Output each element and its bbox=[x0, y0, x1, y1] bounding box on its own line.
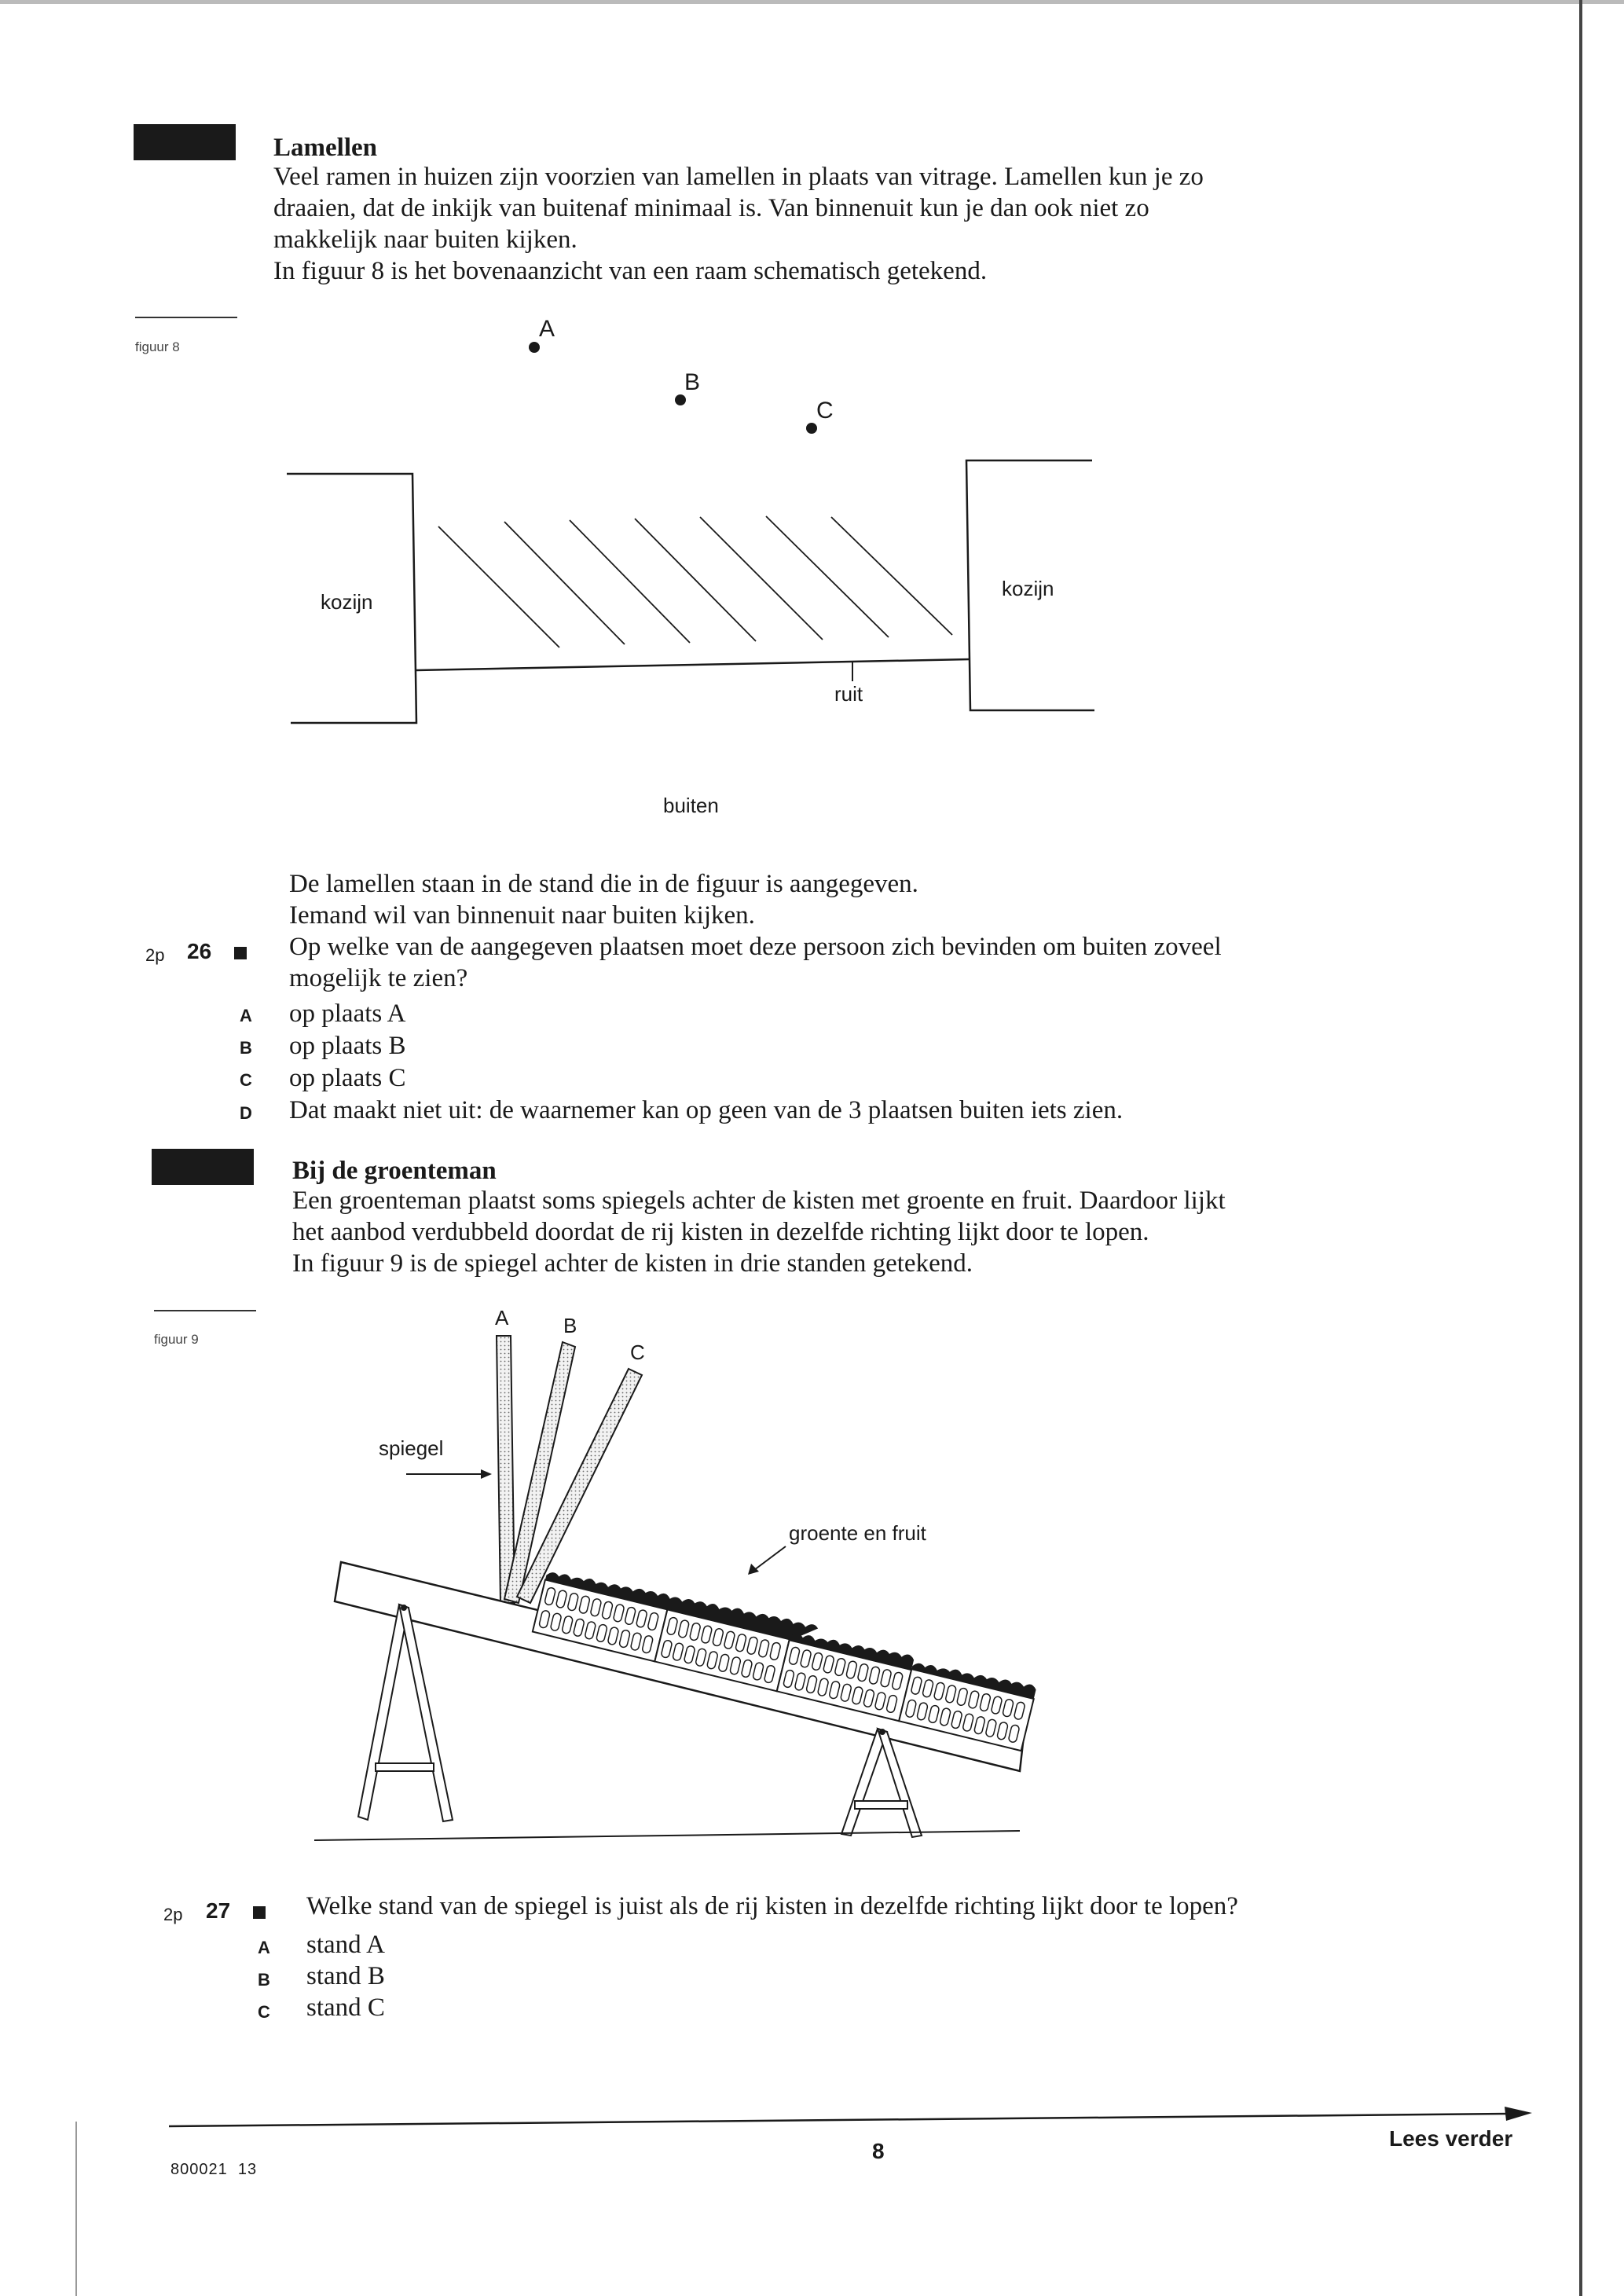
intro-line: Een groenteman plaatst soms spiegels achter de kisten met groente en fruit. Daardoor lijkt bbox=[292, 1187, 1226, 1215]
section-title: Lamellen bbox=[273, 134, 377, 162]
pane-label: ruit bbox=[834, 682, 863, 706]
question-marker bbox=[253, 1905, 266, 1920]
trestle-leg bbox=[399, 1605, 453, 1821]
answer-option-c[interactable]: op plaats C bbox=[289, 1064, 406, 1092]
question-marker bbox=[234, 946, 247, 960]
slat bbox=[700, 517, 823, 640]
page-number: 8 bbox=[872, 2139, 885, 2163]
left-trestle bbox=[358, 1605, 453, 1821]
section-intro bbox=[292, 1185, 1471, 1279]
question-points: 2p bbox=[145, 945, 165, 965]
point-a-label: A bbox=[539, 316, 555, 342]
context-line: De lamellen staan in de stand die in de figuur is aangegeven. bbox=[289, 870, 918, 898]
footer-arrow bbox=[169, 2103, 1536, 2134]
trestle-crossbar bbox=[855, 1801, 907, 1809]
left-frame-label: kozijn bbox=[321, 590, 373, 614]
context-line: Iemand wil van binnenuit naar buiten kijken. bbox=[289, 901, 755, 930]
intro-line: draaien, dat de inkijk van buitenaf minimaal is. Van binnenuit kun je dan ook niet zo bbox=[273, 194, 1149, 222]
mirror-label-c: C bbox=[630, 1341, 645, 1364]
intro-line: Veel ramen in huizen zijn voorzien van lamellen in plaats van vitrage. Lamellen kun je zo bbox=[273, 163, 1204, 191]
section-context bbox=[289, 868, 1468, 931]
section-title: Bij de groenteman bbox=[292, 1157, 497, 1185]
trestle-leg bbox=[841, 1729, 887, 1836]
section-marker-bar bbox=[152, 1149, 254, 1185]
section-marker-bar bbox=[134, 124, 236, 160]
produce-arrowhead bbox=[748, 1564, 759, 1575]
figure-label: figuur 9 bbox=[154, 1332, 199, 1347]
slat bbox=[570, 520, 690, 643]
intro-line: In figuur 9 is de spiegel achter de kisten in drie standen getekend. bbox=[292, 1249, 973, 1278]
section-intro bbox=[273, 161, 1373, 287]
footer-arrowhead bbox=[1505, 2107, 1532, 2121]
intro-line: het aanbod verdubbeld doordat de rij kisten in dezelfde richting lijkt door te lopen. bbox=[292, 1218, 1149, 1246]
point-c-label: C bbox=[816, 398, 834, 424]
mirror-label-a: A bbox=[495, 1306, 509, 1330]
document-code: 800021 13 bbox=[170, 2161, 258, 2178]
option-letter: A bbox=[258, 1938, 270, 1957]
question-number: 26 bbox=[187, 939, 212, 963]
option-letter: C bbox=[240, 1070, 252, 1090]
question-text: Welke stand van de spiegel is juist als de rij kisten in dezelfde richting lijkt door te lopen? bbox=[306, 1892, 1238, 1920]
page-right-border bbox=[1579, 0, 1582, 2296]
point-c-dot bbox=[806, 423, 817, 434]
answer-option-a[interactable]: stand A bbox=[306, 1931, 385, 1959]
page-top-border bbox=[0, 0, 1624, 4]
option-letter: B bbox=[240, 1038, 252, 1058]
trestle-crossbar bbox=[376, 1763, 434, 1771]
slat bbox=[831, 517, 952, 635]
next-page-link[interactable]: Lees verder bbox=[1389, 2126, 1513, 2151]
answer-option-c[interactable]: stand C bbox=[306, 1993, 385, 2022]
figure-label: figuur 8 bbox=[135, 339, 180, 354]
right-trestle bbox=[841, 1729, 922, 1837]
question-number: 27 bbox=[206, 1898, 231, 1923]
figure-rule bbox=[135, 317, 237, 318]
intro-line: In figuur 8 is het bovenaanzicht van een raam schematisch getekend. bbox=[273, 257, 988, 285]
slat bbox=[635, 519, 756, 641]
question-line: mogelijk te zien? bbox=[289, 964, 468, 992]
option-letter: B bbox=[258, 1970, 270, 1990]
window-pane bbox=[416, 659, 970, 670]
intro-line: makkelijk naar buiten kijken. bbox=[273, 226, 577, 254]
produce-arrow bbox=[754, 1546, 786, 1570]
slat bbox=[766, 516, 889, 637]
answer-option-a[interactable]: op plaats A bbox=[289, 999, 406, 1028]
mirror-label-b: B bbox=[563, 1314, 577, 1337]
right-frame-label: kozijn bbox=[1002, 577, 1054, 600]
figure-9-diagram bbox=[299, 1297, 1045, 1862]
trestle-hinge bbox=[401, 1605, 406, 1610]
slat bbox=[504, 522, 625, 644]
footer-rule bbox=[169, 2114, 1512, 2126]
mirror-label: spiegel bbox=[379, 1436, 444, 1460]
figure-8-diagram bbox=[275, 306, 1108, 825]
question-line: Op welke van de aangegeven plaatsen moet deze persoon zich bevinden om buiten zoveel bbox=[289, 933, 1222, 961]
page-left-border bbox=[75, 2122, 77, 2296]
produce-label: groente en fruit bbox=[789, 1521, 926, 1545]
answer-option-b[interactable]: op plaats B bbox=[289, 1032, 406, 1060]
point-b-dot bbox=[675, 394, 686, 405]
question-points: 2p bbox=[163, 1905, 183, 1924]
trestle-leg bbox=[358, 1605, 409, 1820]
question-text bbox=[289, 931, 1468, 994]
point-b-label: B bbox=[684, 369, 701, 395]
option-letter: C bbox=[258, 2002, 270, 2022]
answer-option-b[interactable]: stand B bbox=[306, 1962, 385, 1990]
point-a-dot bbox=[529, 342, 540, 353]
figure-rule bbox=[154, 1310, 256, 1311]
trestle-hinge bbox=[880, 1729, 885, 1734]
option-letter: D bbox=[240, 1103, 252, 1123]
outside-label: buiten bbox=[663, 794, 719, 817]
slat bbox=[438, 526, 559, 647]
mirror-arrowhead bbox=[481, 1469, 492, 1479]
option-letter: A bbox=[240, 1006, 252, 1025]
slats bbox=[438, 516, 952, 647]
answer-option-d[interactable]: Dat maakt niet uit: de waarnemer kan op geen van de 3 plaatsen buiten iets zien. bbox=[289, 1096, 1124, 1124]
